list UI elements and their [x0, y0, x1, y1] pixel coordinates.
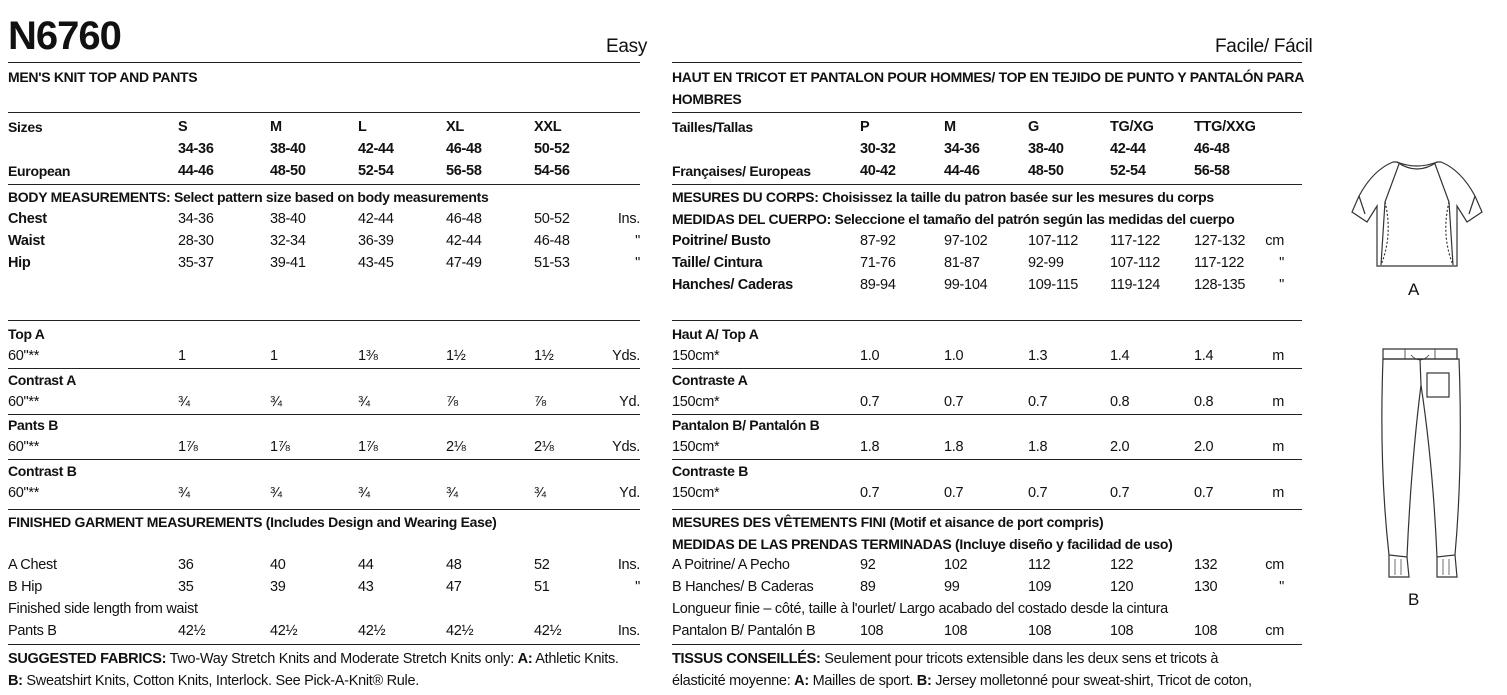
- value-cell: 47-49: [446, 255, 482, 271]
- value-cell: 130: [1194, 579, 1218, 595]
- value-cell: 122: [1110, 557, 1134, 573]
- unit-cell: Ins.: [617, 211, 640, 227]
- value-cell: 0.7: [1110, 484, 1130, 501]
- value-cell: 42½: [446, 623, 474, 639]
- fabric-width: 150cm*: [672, 439, 720, 455]
- fabrics-a-label: A:: [794, 673, 809, 689]
- unit-cell: m: [1272, 439, 1284, 455]
- value-cell: 89: [860, 579, 876, 595]
- value-cell: 119-124: [1110, 277, 1161, 293]
- value-cell: ⅞: [534, 393, 546, 410]
- size-cell: XL: [446, 119, 464, 135]
- value-cell: 46-48: [446, 211, 482, 227]
- value-cell: 1⅜: [358, 348, 378, 364]
- divider: [8, 509, 640, 510]
- yardage-title: Contrast B: [8, 462, 77, 479]
- row-label: Chest: [8, 211, 47, 227]
- size-cell: 30-32: [860, 141, 896, 157]
- size-cell: XXL: [534, 119, 562, 135]
- unit-cell: ": [635, 255, 640, 271]
- value-cell: 43: [358, 579, 374, 595]
- value-cell: ¾: [358, 484, 370, 501]
- value-cell: 108: [1028, 623, 1052, 639]
- unit-cell: ": [1279, 277, 1284, 293]
- value-cell: 0.8: [1194, 393, 1214, 410]
- value-cell: 1: [178, 348, 186, 364]
- chart-heading: MEN'S KNIT TOP AND PANTS: [8, 69, 198, 85]
- value-cell: 46-48: [534, 233, 570, 249]
- divider: [8, 112, 640, 113]
- value-cell: ¾: [270, 393, 282, 410]
- row-label: Hip: [8, 255, 31, 271]
- size-cell: 38-40: [270, 141, 306, 157]
- value-cell: ¾: [534, 484, 546, 501]
- value-cell: 42½: [358, 623, 386, 639]
- fabric-width: 60"**: [8, 439, 40, 455]
- value-cell: 0.7: [1028, 484, 1048, 501]
- size-cell: 54-56: [534, 163, 570, 179]
- size-cell: 48-50: [270, 163, 306, 179]
- size-cell: 44-46: [178, 163, 214, 179]
- english-chart-panel: [8, 0, 640, 695]
- size-cell: 46-48: [1194, 141, 1230, 157]
- value-cell: 2⅛: [446, 439, 466, 455]
- value-cell: 42½: [178, 623, 206, 639]
- divider: [672, 414, 1302, 415]
- fabrics-b-text: Jersey molletonné pour sweat-shirt, Tricot de coton,: [931, 673, 1252, 689]
- value-cell: 1.8: [944, 439, 964, 455]
- size-cell: 46-48: [446, 141, 482, 157]
- value-cell: 39-41: [270, 255, 306, 271]
- divider: [672, 368, 1302, 369]
- fabric-width: 150cm*: [672, 393, 720, 410]
- size-cell: 40-42: [860, 163, 896, 179]
- value-cell: 52: [534, 557, 550, 573]
- fabric-width: 150cm*: [672, 484, 720, 501]
- value-cell: 47: [446, 579, 462, 595]
- fabrics-b-text: Sweatshirt Knits, Cotton Knits, Interlock. See Pick-A-Knit® Rule.: [22, 673, 419, 689]
- value-cell: 109-115: [1028, 277, 1079, 293]
- divider: [672, 62, 1302, 63]
- yardage-title: Pants B: [8, 417, 59, 433]
- yardage-title: Haut A/ Top A: [672, 326, 759, 342]
- unit-cell: ": [635, 579, 640, 595]
- row-label: A Poitrine/ A Pecho: [672, 557, 790, 573]
- value-cell: 35: [178, 579, 194, 595]
- fabrics-a-label: A:: [517, 651, 533, 667]
- finished-measurements-heading-fr: MESURES DES VÊTEMENTS FINI (Motif et aisance de port compris): [672, 514, 1104, 530]
- divider: [672, 644, 1302, 645]
- fabrics-text: Seulement pour tricots extensible dans les deux sens et tricots à: [820, 651, 1219, 667]
- value-cell: 48: [446, 557, 462, 573]
- value-cell: 0.7: [944, 393, 964, 410]
- value-cell: 1.3: [1028, 348, 1048, 364]
- divider: [672, 320, 1302, 321]
- value-cell: ¾: [446, 484, 458, 501]
- size-cell: 56-58: [1194, 163, 1230, 179]
- value-cell: ¾: [270, 484, 282, 501]
- fabrics-label: SUGGESTED FABRICS:: [8, 651, 167, 667]
- illustration-label-b: B: [1408, 590, 1420, 609]
- value-cell: 0.7: [860, 484, 880, 501]
- fabrics-text: Two-Way Stretch Knits and Moderate Stretch Knits only:: [166, 651, 518, 667]
- side-length-label: Finished side length from waist: [8, 601, 198, 617]
- fabric-width: 60"**: [8, 393, 40, 410]
- european-label: Françaises/ Europeas: [672, 163, 811, 179]
- unit-cell: m: [1272, 393, 1284, 410]
- divider: [672, 459, 1302, 460]
- fabric-width: 150cm*: [672, 348, 720, 364]
- unit-cell: Ins.: [617, 557, 640, 573]
- sizes-label: Tailles/Tallas: [672, 119, 753, 135]
- fabrics-label: TISSUS CONSEILLÉS:: [672, 651, 821, 667]
- unit-cell: cm: [1265, 557, 1284, 573]
- value-cell: 1.8: [1028, 439, 1048, 455]
- size-cell: L: [358, 119, 367, 135]
- value-cell: 42-44: [358, 211, 394, 227]
- body-measurements-heading-fr: MESURES DU CORPS: Choisissez la taille du patron basée sur les mesures du corps: [672, 189, 1214, 205]
- size-cell: TTG/XXG: [1194, 119, 1256, 135]
- value-cell: 0.7: [944, 484, 964, 501]
- value-cell: 117-122: [1110, 233, 1161, 249]
- value-cell: 1: [270, 348, 278, 364]
- size-cell: 42-44: [358, 141, 394, 157]
- value-cell: 51-53: [534, 255, 570, 271]
- top-a-illustration: [1345, 150, 1490, 280]
- unit-cell: ": [635, 233, 640, 249]
- value-cell: 132: [1194, 557, 1218, 573]
- value-cell: 0.7: [1194, 484, 1214, 501]
- value-cell: ⅞: [446, 393, 458, 410]
- size-cell: 34-36: [944, 141, 980, 157]
- value-cell: 1.0: [944, 348, 964, 364]
- divider: [8, 62, 640, 63]
- chart-heading-line1: HAUT EN TRICOT ET PANTALON POUR HOMMES/ TOP EN TEJIDO DE PUNTO Y PANTALÓN PARA: [672, 69, 1305, 85]
- french-spanish-chart-panel: [672, 0, 1305, 695]
- value-cell: 128-135: [1194, 277, 1246, 293]
- fabrics-a-text: Athletic Knits.: [532, 651, 619, 667]
- value-cell: 0.7: [1028, 393, 1048, 410]
- unit-cell: ": [1279, 579, 1284, 595]
- value-cell: 36-39: [358, 233, 394, 249]
- value-cell: 42½: [534, 623, 562, 639]
- divider: [672, 112, 1302, 113]
- value-cell: 1⅞: [270, 439, 290, 455]
- value-cell: 1½: [534, 348, 554, 364]
- fabrics-b-label: B:: [8, 673, 23, 689]
- value-cell: 120: [1110, 579, 1134, 595]
- value-cell: 89-94: [860, 277, 896, 293]
- value-cell: 108: [944, 623, 968, 639]
- side-length-label: Longueur finie – côté, taille à l'ourlet/ Largo acabado del costado desde la cintura: [672, 601, 1168, 617]
- chart-heading-line2: HOMBRES: [672, 91, 742, 107]
- size-cell: M: [270, 119, 282, 135]
- size-cell: G: [1028, 119, 1039, 135]
- yardage-title: Pantalon B/ Pantalón B: [672, 417, 820, 433]
- size-cell: 44-46: [944, 163, 980, 179]
- row-label: A Chest: [8, 557, 57, 573]
- value-cell: 2.0: [1110, 439, 1130, 455]
- unit-cell: m: [1272, 348, 1284, 364]
- unit-cell: Yds.: [612, 439, 640, 455]
- body-measurements-heading-es: MEDIDAS DEL CUERPO: Seleccione el tamaño del patrón según las medidas del cuerpo: [672, 211, 1235, 227]
- value-cell: 102: [944, 557, 968, 573]
- divider: [8, 459, 640, 460]
- fabrics-line2-start: élasticité moyenne:: [672, 673, 795, 689]
- row-label: Taille/ Cintura: [672, 255, 763, 271]
- divider: [8, 184, 640, 185]
- value-cell: 2⅛: [534, 439, 554, 455]
- european-label: European: [8, 163, 71, 179]
- divider: [672, 184, 1302, 185]
- sizes-label: Sizes: [8, 119, 43, 135]
- value-cell: ¾: [178, 393, 190, 410]
- suggested-fabrics: [8, 651, 619, 667]
- body-measurements-heading: BODY MEASUREMENTS: Select pattern size based on body measurements: [8, 189, 489, 205]
- value-cell: 1⅞: [178, 439, 198, 455]
- difficulty-en: Easy: [606, 36, 648, 57]
- fabrics-b-label: B:: [916, 673, 932, 689]
- value-cell: 108: [1110, 623, 1134, 639]
- finished-measurements-heading: FINISHED GARMENT MEASUREMENTS (Includes Design and Wearing Ease): [8, 514, 497, 530]
- value-cell: 1.8: [860, 439, 880, 455]
- yardage-title: Contraste A: [672, 371, 748, 388]
- unit-cell: Ins.: [617, 623, 640, 639]
- unit-cell: Yd.: [619, 393, 640, 410]
- size-cell: S: [178, 119, 188, 135]
- divider: [8, 320, 640, 321]
- size-cell: 38-40: [1028, 141, 1064, 157]
- value-cell: 99-104: [944, 277, 988, 293]
- value-cell: 97-102: [944, 233, 988, 249]
- row-label: Waist: [8, 233, 45, 249]
- value-cell: 1⅞: [358, 439, 378, 455]
- size-cell: 42-44: [1110, 141, 1146, 157]
- value-cell: 28-30: [178, 233, 214, 249]
- unit-cell: cm: [1265, 233, 1284, 249]
- value-cell: 35-37: [178, 255, 214, 271]
- row-label: Pants B: [8, 623, 57, 639]
- value-cell: 71-76: [860, 255, 896, 271]
- row-label: Poitrine/ Busto: [672, 233, 771, 249]
- value-cell: 107-112: [1028, 233, 1079, 249]
- divider: [8, 414, 640, 415]
- value-cell: 39: [270, 579, 286, 595]
- fabric-width: 60"**: [8, 484, 40, 501]
- row-label: B Hanches/ B Caderas: [672, 579, 814, 595]
- pattern-number: N6760: [8, 14, 121, 58]
- value-cell: 50-52: [534, 211, 570, 227]
- value-cell: ¾: [358, 393, 370, 410]
- yardage-title: Contraste B: [672, 462, 749, 479]
- value-cell: 109: [1028, 579, 1052, 595]
- value-cell: 36: [178, 557, 194, 573]
- finished-measurements-heading-es: MEDIDAS DE LAS PRENDAS TERMINADAS (Incluye diseño y facilidad de uso): [672, 536, 1173, 552]
- pants-b-illustration: [1375, 345, 1465, 585]
- value-cell: 43-45: [358, 255, 394, 271]
- value-cell: ¾: [178, 484, 190, 501]
- size-cell: 52-54: [1110, 163, 1146, 179]
- value-cell: 108: [860, 623, 884, 639]
- suggested-fabrics: [672, 651, 1218, 667]
- value-cell: 81-87: [944, 255, 980, 271]
- value-cell: 51: [534, 579, 550, 595]
- size-cell: 52-54: [358, 163, 394, 179]
- value-cell: 99: [944, 579, 960, 595]
- unit-cell: Yds.: [612, 348, 640, 364]
- unit-cell: cm: [1265, 623, 1284, 639]
- value-cell: 0.7: [860, 393, 880, 410]
- divider: [8, 644, 640, 645]
- row-label: Pantalon B/ Pantalón B: [672, 623, 816, 639]
- value-cell: 40: [270, 557, 286, 573]
- value-cell: 38-40: [270, 211, 306, 227]
- value-cell: 107-112: [1110, 255, 1161, 271]
- size-cell: P: [860, 119, 870, 135]
- unit-cell: ": [1279, 255, 1284, 271]
- suggested-fabrics-b: [8, 673, 419, 689]
- difficulty-fr-es: Facile/ Fácil: [1215, 36, 1313, 57]
- unit-cell: Yd.: [619, 484, 640, 501]
- value-cell: 42-44: [446, 233, 482, 249]
- value-cell: 127-132: [1194, 233, 1246, 249]
- value-cell: 1½: [446, 348, 466, 364]
- row-label: B Hip: [8, 579, 42, 595]
- suggested-fabrics-line2: [672, 673, 1252, 689]
- size-cell: 34-36: [178, 141, 214, 157]
- size-cell: TG/XG: [1110, 119, 1154, 135]
- value-cell: 108: [1194, 623, 1218, 639]
- value-cell: 42½: [270, 623, 298, 639]
- value-cell: 0.8: [1110, 393, 1130, 410]
- value-cell: 44: [358, 557, 374, 573]
- value-cell: 2.0: [1194, 439, 1214, 455]
- value-cell: 1.4: [1110, 348, 1130, 364]
- size-cell: 48-50: [1028, 163, 1064, 179]
- yardage-title: Top A: [8, 326, 45, 342]
- value-cell: 1.0: [860, 348, 880, 364]
- row-label: Hanches/ Caderas: [672, 277, 793, 293]
- unit-cell: m: [1272, 484, 1284, 501]
- value-cell: 32-34: [270, 233, 306, 249]
- fabrics-a-text: Mailles de sport.: [808, 673, 917, 689]
- value-cell: 92-99: [1028, 255, 1064, 271]
- value-cell: 112: [1028, 557, 1051, 573]
- value-cell: 117-122: [1194, 255, 1245, 271]
- fabric-width: 60"**: [8, 348, 40, 364]
- yardage-title: Contrast A: [8, 371, 77, 388]
- divider: [672, 509, 1302, 510]
- value-cell: 1.4: [1194, 348, 1214, 364]
- illustration-label-a: A: [1408, 280, 1420, 299]
- size-cell: 50-52: [534, 141, 570, 157]
- value-cell: 34-36: [178, 211, 214, 227]
- value-cell: 92: [860, 557, 876, 573]
- size-cell: 56-58: [446, 163, 482, 179]
- divider: [8, 368, 640, 369]
- size-cell: M: [944, 119, 956, 135]
- value-cell: 87-92: [860, 233, 896, 249]
